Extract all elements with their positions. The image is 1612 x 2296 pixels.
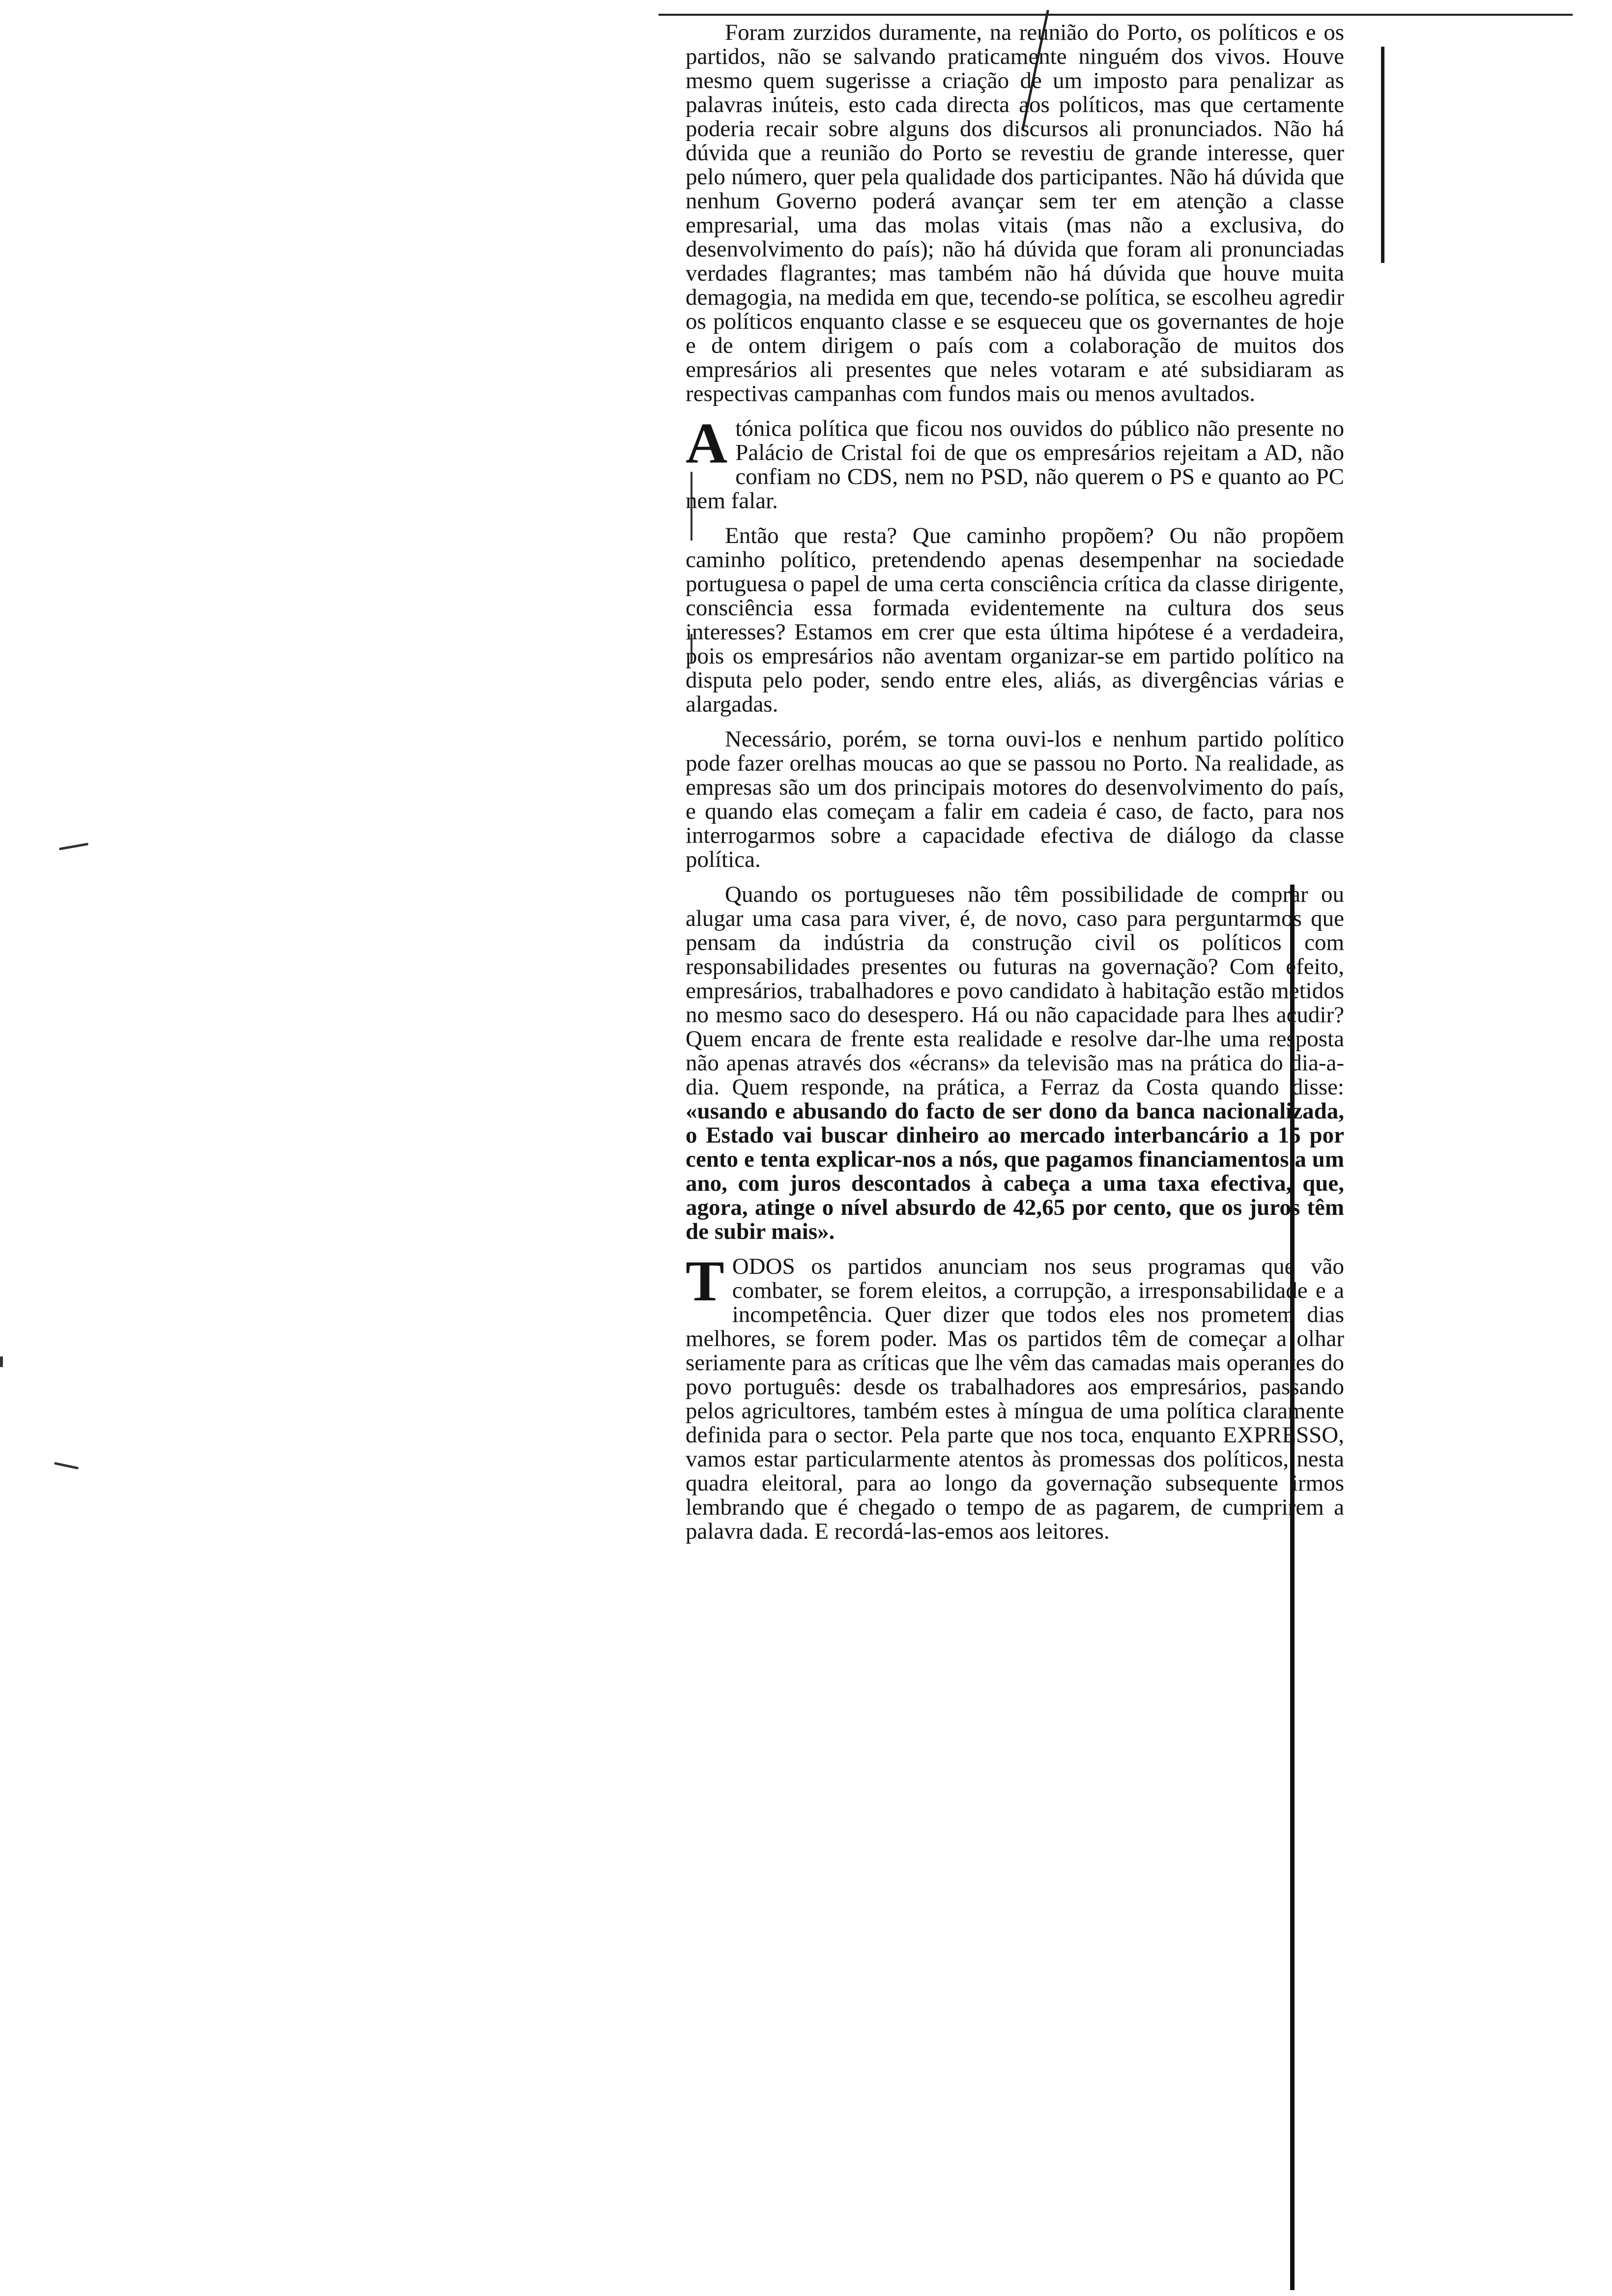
paragraph-4: Necessário, porém, se torna ouvi-los e nenhum partido político pode fazer orelhas moucas ao que se passou no Porto. Na realidade, as empresas são um dos principais motores do desenvolvimento do país, e quando elas começam a falir em cadeia é caso, de facto, para nos interrogarmos sobre a capacidade efectiva de diálogo da classe política. [686, 726, 1344, 872]
paragraph-2 [686, 411, 1344, 514]
scan-speck [0, 1356, 3, 1367]
drop-cap-t: T [686, 1249, 724, 1313]
paragraph-2-text: tónica política que ficou nos ouvidos do público não presente no Palácio de Cristal foi de que os empresários rejeitam a AD, não confiam no CDS, nem no PSD, não querem o PS e quanto ao PC nem falar. [686, 416, 1344, 514]
paragraph-6 [686, 1249, 1344, 1544]
ferraz-da-costa-quote: «usando e abusando do facto de ser dono da banca nacionalizada, o Estado vai buscar dinheiro ao mercado interbancário a 15 por cento e tenta explicar-nos a nós, que pagamos financiamentos a um ano, com juros descontados à cabeça a uma taxa efectiva, que, agora, atinge o nível absurdo de 42,65 por cento, que os juros têm de subir mais». [686, 1098, 1344, 1244]
paragraph-5 [686, 883, 1344, 1244]
paragraph-3: Então que resta? Que caminho propõem? Ou não propõem caminho político, pretendendo apenas desempenhar na sociedade portuguesa o papel de uma certa consciência crítica da classe dirigente, consciência essa formada evidentemente na cultura dos seus interesses? Estamos em crer que esta última hipótese é a verdadeira, pois os empresários não aventam organizar-se em partido político na disputa pelo poder, sendo entre eles, aliás, as divergências várias e alargadas. [686, 523, 1344, 717]
paragraph-1: Foram zurzidos duramente, na reunião do Porto, os políticos e os partidos, não se salvando praticamente ninguém dos vivos. Houve mesmo quem sugerisse a criação de um imposto para penalizar as palavras inúteis, esto cada directa aos políticos, mas que certamente poderia recair sobre alguns dos discursos ali pronunciados. Não há dúvida que a reunião do Porto se revestiu de grande interesse, quer pelo número, quer pela qualidade dos participantes. Não há dúvida que nenhum Governo poderá avançar sem ter em atenção a classe empresarial, uma das molas vitais (mas não a exclusiva, do desenvolvimento do país); não há dúvida que foram ali pronunciadas verdades flagrantes; mas também não há dúvida que houve muita demagogia, na medida em que, tecendo-se política, se escolheu agredir os políticos enquanto classe e se esqueceu que os governantes de hoje e de ontem dirigem o país com a colaboração de muitos dos empresários ali presentes que neles votaram e até subsidiaram as respectivas campanhas com fundos mais ou menos avultados. [686, 20, 1344, 406]
scan-speck [54, 1462, 79, 1469]
top-rule [659, 14, 1573, 16]
drop-cap-a: A [686, 411, 728, 475]
scan-speck [59, 843, 88, 850]
article-column [686, 21, 1344, 1554]
paragraph-6-text: ODOS os partidos anunciam nos seus programas que vão combater, se forem eleitos, a corrupção, a irresponsabilidade e a incompetência. Quer dizer que todos eles nos prometem dias melhores, se forem poder. Mas os partidos têm de começar a olhar seriamente para as críticas que lhe vêm das camadas mais operantes do povo português: desde os trabalhadores aos empresários, passando pelos agricultores, também estes à míngua de uma política claramente definida para o sector. Pela parte que nos toca, enquanto EXPRESSO, vamos estar particularmente atentos às promessas dos políticos, nesta quadra eleitoral, para ao longo da governação subsequente irmos lembrando que é chegado o tempo de as pagarem, de cumprirem a palavra dada. E recordá-las-emos aos leitores. [686, 1254, 1344, 1544]
margin-bar-top [1381, 47, 1384, 263]
paragraph-5-text: Quando os portugueses não têm possibilidade de comprar ou alugar uma casa para viver, é, de novo, caso para perguntarmos que pensam da indústria da construção civil os políticos com responsabilidades presentes ou futuras na governação? Com efeito, empresários, trabalhadores e povo candidato à habitação estão metidos no mesmo saco do desespero. Há ou não capacidade para lhes acudir? Quem encara de frente esta realidade e resolve dar-lhe uma resposta não apenas através dos «écrans» da televisão mas na prática do dia-a-dia. Quem responde, na prática, a Ferraz da Costa quando disse: [686, 882, 1344, 1100]
